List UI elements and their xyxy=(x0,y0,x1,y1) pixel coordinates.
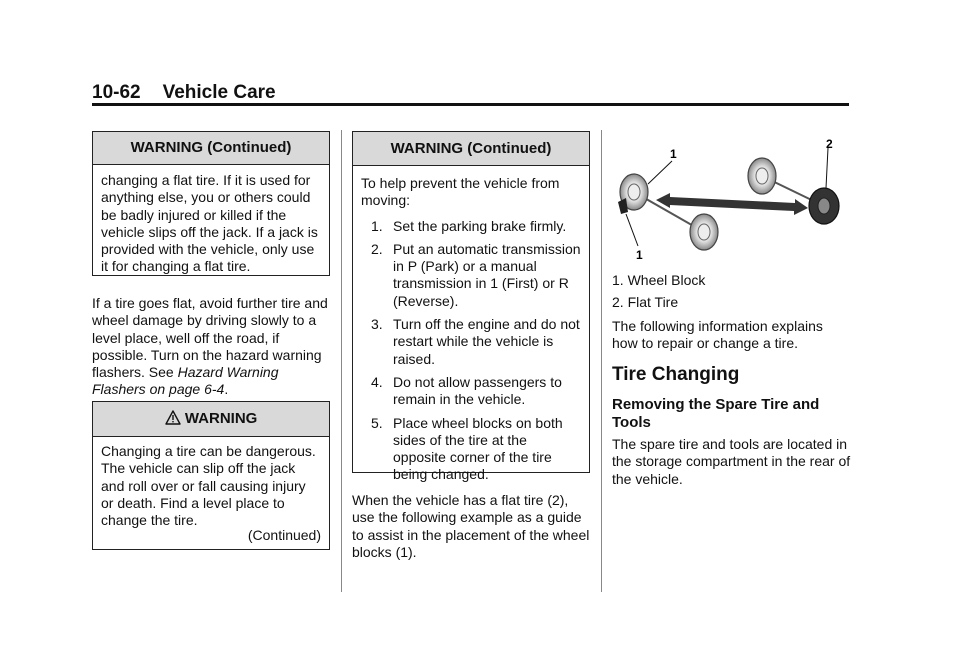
paragraph-text: If a tire goes flat, avoid further tire and wheel damage by driving slowly to a level place, well off the road, if possible. Turn on the hazard warning flashers. See xyxy=(92,295,328,381)
flat-tire-paragraph xyxy=(92,295,332,399)
intro-paragraph: The following information explains how to repair or change a tire. xyxy=(612,318,823,352)
continued-label: (Continued) xyxy=(247,526,321,543)
paragraph-end: . xyxy=(224,381,229,398)
step-text: Set the parking brake firmly. xyxy=(393,217,567,234)
callout-1: 1 xyxy=(670,147,677,161)
step-number: 5. xyxy=(371,414,383,431)
warning-intro: To help prevent the vehicle from moving: xyxy=(361,175,560,209)
hazard-flashers-link[interactable]: Hazard Warning Flashers on page 6‑4 xyxy=(92,364,279,398)
legend-item-1: 1. Wheel Block xyxy=(612,272,706,288)
callout-2: 2 xyxy=(826,137,833,151)
column-divider xyxy=(601,130,602,592)
wheel-block-diagram xyxy=(612,136,852,264)
warning-box xyxy=(92,401,330,550)
header-rule xyxy=(92,103,849,106)
warning-triangle-icon xyxy=(165,410,181,425)
spare-tire-paragraph: The spare tire and tools are located in the storage compartment in the rear of the vehicle. xyxy=(612,436,851,487)
warning-box-continued xyxy=(352,131,590,483)
list-item xyxy=(361,316,581,368)
warning-title: WARNING (Continued) xyxy=(353,132,589,166)
wheel-block-paragraph: When the vehicle has a flat tire (2), use the following example as a guide to assist in the placement of the wheel blocks (1). xyxy=(352,492,590,560)
step-text: Do not allow passengers to remain in the vehicle. xyxy=(393,373,562,408)
step-number: 4. xyxy=(371,373,383,390)
subsection-heading: Removing the Spare Tire and Tools xyxy=(612,396,820,431)
column-divider xyxy=(341,130,342,592)
warning-title: WARNING (Continued) xyxy=(93,132,329,165)
warning-text: changing a flat tire. If it is used for anything else, you or others could be badly injured or killed if the vehicle slips off the jack. If a jack is provided with the vehicle, only use it for changing a flat tire. xyxy=(101,172,318,275)
step-number: 2. xyxy=(371,240,383,257)
steps-list xyxy=(361,218,581,484)
page-header xyxy=(92,82,276,104)
figure-legend xyxy=(612,272,852,312)
legend-item-2: 2. Flat Tire xyxy=(612,294,679,311)
wheel-hub xyxy=(818,198,830,214)
warning-box-continued xyxy=(92,131,330,276)
list-item xyxy=(361,374,581,409)
warning-text: Changing a tire can be dangerous. The vehicle can slip off the jack and roll over or fall causing injury or death. Find a level place to change the tire. xyxy=(101,443,316,529)
step-text: Turn off the engine and do not restart while the vehicle is raised. xyxy=(393,316,580,367)
step-number: 3. xyxy=(371,316,383,333)
warning-body xyxy=(353,166,589,496)
page-number: 10-62 xyxy=(92,82,141,103)
callout-1-lower: 1 xyxy=(636,248,643,262)
callout-line xyxy=(826,148,828,188)
callout-line xyxy=(626,214,638,246)
callout-line xyxy=(648,161,672,184)
step-number: 1. xyxy=(371,217,383,234)
step-text: Put an automatic transmission in P (Park) or a manual transmission in 1 (First) or R (Reverse). xyxy=(393,240,581,309)
wheel-hub xyxy=(698,224,710,240)
double-arrow xyxy=(656,193,808,215)
section-heading: Tire Changing xyxy=(612,364,740,385)
wheel-hub xyxy=(628,184,640,200)
section-title: Vehicle Care xyxy=(162,82,276,103)
list-item xyxy=(361,218,581,235)
list-item xyxy=(361,415,581,484)
warning-title xyxy=(93,402,329,437)
wheel-hub xyxy=(756,168,768,184)
list-item xyxy=(361,241,581,310)
step-text: Place wheel blocks on both sides of the tire at the opposite corner of the tire being changed. xyxy=(393,414,563,483)
warning-title-text: WARNING xyxy=(184,410,258,427)
